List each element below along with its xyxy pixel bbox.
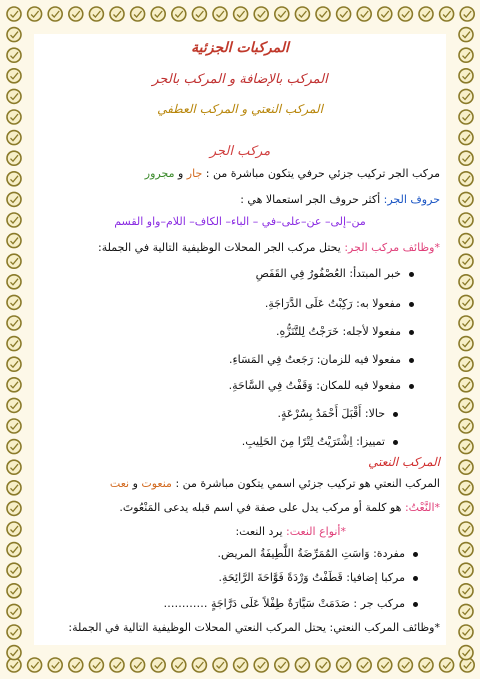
naat-definition: المركب النعتي هو تركيب جزئي اسمي يتكون مباشرة من : منعوت و نعت — [109, 477, 440, 490]
list-item: مفعولا فيه للزمان: رَجَعتُ فِي المَسَاءِ. — [229, 352, 414, 368]
jar-heading: مركب الجر — [209, 144, 271, 159]
jar-letters-line: حروف الجر: أكثر حروف الجر استعمالا هي : — [240, 193, 440, 206]
list-item: مفعولا لأجله: خَرَجْتُ لِلتَّنَزُّهِ. — [276, 324, 414, 340]
naat-functions-line: *وظائف المركب النعتي: يحتل المركب النعتي المحلات الوظيفية التالية في الجملة: — [68, 621, 440, 634]
list-item: حالا: أَقْبَلَ أَحْمَدُ بِسُرْعَةٍ. — [278, 406, 399, 422]
list-item: مفعولا فيه للمكان: وَقَفْتُ فِي السَّاحَةِ. — [229, 378, 414, 394]
jar-functions-line: *وظائف مركب الجر: يحتل مركب الجر المحلات الوظيفية التالية في الجملة: — [98, 241, 440, 254]
jar-letters-list: من–إلى– عن–على–في – الباء– الكاف– اللام–واو القسم — [114, 215, 366, 228]
list-item: مفردة: وَاسَتِ المُمَرِّضَةُ اللَّطِيفَةُ المريض. — [218, 546, 418, 562]
page-title: المركبات الجزئية — [191, 40, 289, 56]
list-item: مفعولا به: رَكِبْتُ عَلَى الدَّرَاجَةِ. — [265, 296, 414, 312]
naat-heading: المركب النعتي — [368, 455, 440, 469]
naat-meaning: *النَّعْتُ: هو كلمة أو مركب يدل على صفة في اسم قبله يدعى المَنْعُوتَ. — [119, 501, 440, 514]
list-item: مركب جر : صَدَمَتْ سَيَّارَةٌ طِفْلاً عَلَى دَرَّاجَةٍ ………… — [163, 596, 418, 612]
subtitle-1: المركب بالإضافة و المركب بالجر — [152, 72, 328, 87]
naat-types-line: *أنواع النعت: يرد النعت: — [235, 525, 346, 538]
list-item: مركبا إضافيا: قَطَفْتُ وَرْدَةً فَوَّاحَةَ الرَّائِحَةِ. — [219, 570, 418, 586]
list-item: تمييزا: اِشْتَرَيْتُ لِتْرًا مِنَ الحَلِيبِ. — [242, 434, 398, 450]
jar-definition: مركب الجر تركيب جزئي حرفي يتكون مباشرة من : جار و مجرور — [144, 167, 440, 180]
subtitle-2: المركب النعتي و المركب العطفي — [157, 102, 323, 116]
document-page — [34, 34, 446, 645]
list-item: خبر المبتدأ: العُصْفُورُ فِي القَفَصِ — [256, 266, 414, 282]
